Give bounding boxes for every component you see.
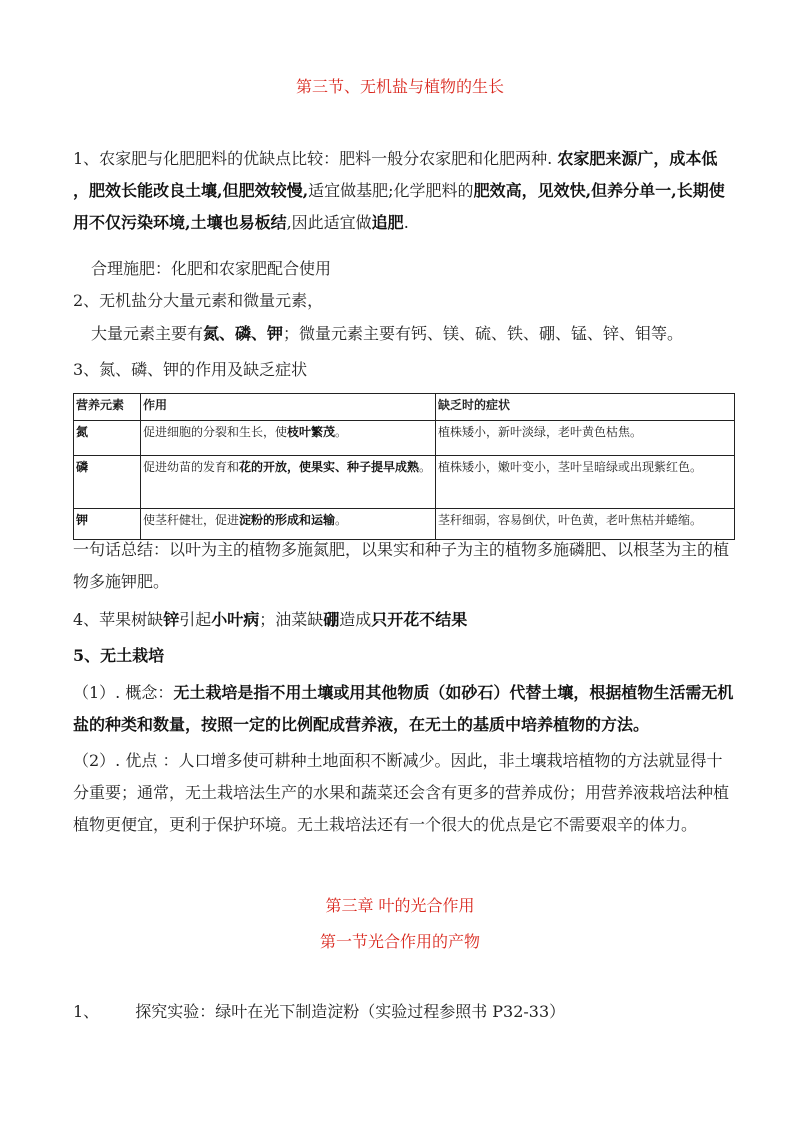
text-run-bold: 只开花不结果 [371, 610, 468, 629]
table-cell-symptom: 植株矮小，新叶淡绿，老叶黄色枯焦。 [436, 421, 735, 456]
table-cell-symptom: 植株矮小，嫩叶变小，茎叶呈暗绿或出现紫红色。 [436, 456, 735, 509]
text-run: . [403, 213, 409, 232]
table-header-cell: 作用 [141, 394, 436, 421]
text-run-bold: 淀粉的形成和运输 [239, 513, 336, 527]
text-run-bold: 氮、磷、钾 [203, 324, 284, 343]
table-cell-element: 磷 [74, 456, 141, 509]
table-header-cell: 营养元素 [74, 394, 141, 421]
table-header-row [74, 394, 735, 421]
text-run: ；油菜缺 [259, 610, 324, 629]
table-cell-effect [141, 456, 436, 509]
paragraph-npk-heading: 3、氮、磷、钾的作用及缺乏症状 [73, 360, 308, 379]
text-run: （1）. 概念： [73, 683, 174, 702]
text-run: 适宜做基肥;化学肥料的 [308, 181, 474, 200]
text-run-bold: 追肥 [371, 213, 404, 232]
text-run: 人口增多使可耕种土地面积不断减少。因此，非土壤栽培植物的方法就显得十分重要；通常，无土栽培法生产的水果和蔬菜还会含有更多的营养成份；用营养液栽培法种植植物更便宜，更利于保护环境。无土栽培法还有一个很大的优点是它不需要艰辛的体力。 [73, 751, 730, 834]
paragraph-reasonable-fertilization: 合理施肥：化肥和农家肥配合使用 [91, 259, 332, 278]
table-row [74, 421, 735, 456]
paragraph-summary: 一句话总结：以叶为主的植物多施氮肥，以果实和种子为主的植物多施磷肥、以根茎为主的植物多施钾肥。 [73, 540, 730, 591]
paragraph-fertilizer-comparison [73, 143, 738, 239]
text-run: 造成 [339, 610, 372, 629]
text-run-bold: 硼 [323, 610, 340, 629]
text-run: 促进细胞的分裂和生长，使 [143, 425, 288, 439]
chapter-title: 第三章 叶的光合作用 [325, 896, 475, 915]
text-run-bold: 肥效高，见效快,但养分单一,长期使用不仅污染环境,土壤也易板结 [73, 181, 725, 232]
paragraph-experiment [73, 996, 738, 1028]
paragraph-soilless-concept [73, 677, 738, 741]
paragraph-elements-detail [73, 318, 756, 350]
text-run-bold: 小叶病 [211, 610, 260, 629]
text-run-bold: 花的开放，使果实、种子提早成熟 [239, 460, 420, 474]
text-run: 促进幼苗的发育和 [143, 460, 240, 474]
text-run: 大量元素主要有 [91, 324, 204, 343]
table-cell-effect [141, 421, 436, 456]
text-run: 使茎秆健壮，促进 [143, 513, 240, 527]
text-run: 。 [335, 425, 348, 439]
text-run: ；微量元素主要有钙、镁、硫、铁、硼、锰、锌、钼等。 [283, 324, 684, 343]
table-cell-element: 氮 [74, 421, 141, 456]
paragraph-soilless-advantages [73, 745, 738, 841]
text-run: 引起 [179, 610, 212, 629]
text-run: 1、农家肥与化肥肥料的优缺点比较：肥料一般分农家肥和化肥两种. [73, 149, 558, 168]
text-run: 。 [335, 513, 348, 527]
paragraph-soilless-title: 5、无土栽培 [73, 646, 165, 665]
text-run: ,因此适宜做 [286, 213, 372, 232]
text-run: （2）. 优点 ： [73, 751, 179, 770]
list-number: 1、 [73, 1002, 100, 1021]
text-run-bold: 无土栽培是指不用土壤或用其他物质（如砂石）代替土壤，根据植物生活需无机盐的种类和数量，按照一定的比例配成营养液，在无土的基质中培养植物的方法。 [73, 683, 734, 734]
paragraph-elements: 2、无机盐分大量元素和微量元素， [73, 291, 324, 310]
text-run: 4、苹果树缺 [73, 610, 164, 629]
table-header-cell: 缺乏时的症状 [436, 394, 735, 421]
table-row [74, 456, 735, 509]
text-run: 。 [419, 460, 432, 474]
nutrient-table [73, 393, 735, 540]
text-run: 探究实验：绿叶在光下制造淀粉（实验过程参照书 P32-33） [135, 1002, 566, 1021]
table-cell-element: 钾 [74, 509, 141, 540]
table-cell-symptom: 茎秆细弱，容易倒伏，叶色黄，老叶焦枯并蜷缩。 [436, 509, 735, 540]
text-run-bold: 锌 [163, 610, 180, 629]
section-title: 第三节、无机盐与植物的生长 [295, 77, 504, 96]
paragraph-deficiency [73, 604, 738, 636]
text-run-bold: 农家肥来源广，成本低 ，肥效长能改良土壤,但肥效较慢, [73, 149, 718, 200]
text-run-bold: 枝叶繁茂 [287, 425, 336, 439]
section2-title: 第一节光合作用的产物 [319, 932, 480, 951]
